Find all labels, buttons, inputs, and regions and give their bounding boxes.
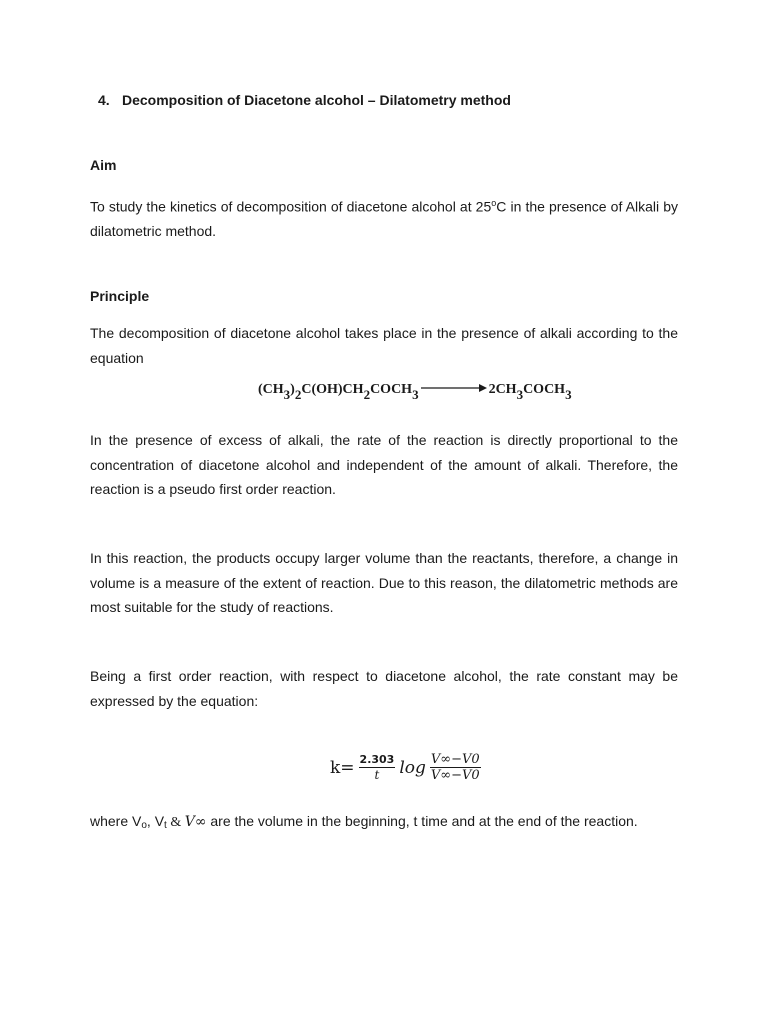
subscript: 3 — [283, 387, 291, 403]
reactant-part: ) — [290, 382, 295, 398]
product-part: COCH — [523, 382, 566, 398]
where-text: are the volume in the beginning, t time and at the end of the reaction. — [206, 813, 638, 829]
coefficient-denominator: t — [374, 768, 380, 782]
rate-constant-equation — [330, 752, 485, 783]
section-title: Decomposition of Diacetone alcohol – Dilatometry method — [122, 92, 511, 108]
degree-superscript: o — [491, 198, 497, 208]
aim-title: Aim — [90, 157, 117, 173]
aim-paragraph — [90, 191, 678, 244]
volume-numerator: V∞−V0 — [430, 752, 480, 767]
subscript: t — [164, 820, 167, 831]
subscript: 2 — [363, 387, 371, 403]
subscript: o — [141, 820, 147, 831]
volume-denominator: V∞−V0 — [430, 768, 480, 783]
product-part: 2CH — [488, 382, 517, 398]
principle-paragraph-1: The decomposition of diacetone alcohol takes place in the presence of alkali according to the equation — [90, 325, 678, 366]
v-infinity-symbol: V∞ — [184, 814, 207, 830]
volume-fraction — [430, 752, 481, 783]
reaction-arrow-icon — [421, 382, 487, 398]
principle-paragraph-3: In this reaction, the products occupy larger volume than the reactants, therefore, a change in volume is a measure of the extent of reaction. Due to this reason, the dilatometric methods are most suitable for the study of reactions. — [90, 550, 678, 615]
subscript: 2 — [294, 387, 302, 403]
log-operator: log — [399, 757, 426, 778]
section-heading — [98, 92, 511, 108]
where-line — [90, 813, 638, 831]
equation-lhs: k= — [330, 757, 355, 778]
subscript: 3 — [412, 387, 419, 403]
subscript: 3 — [516, 387, 524, 403]
reactant-part: C(OH)CH — [301, 382, 364, 398]
section-number: 4. — [98, 92, 110, 108]
principle-title: Principle — [90, 288, 150, 304]
reactant-part: COCH — [370, 382, 413, 398]
aim-text-part2: C in the presence of Alkali by dilatometric method. — [90, 198, 679, 240]
principle-paragraph-2: In the presence of excess of alkali, the rate of the reaction is directly proportional to the concentration of diacetone alcohol and independent of the amount of alkali. Therefore, the reaction is a pseudo first order reaction. — [90, 432, 678, 497]
aim-text-part1: To study the kinetics of decomposition of diacetone alcohol at 25 — [90, 198, 492, 215]
coefficient-numerator: 2.303 — [359, 753, 395, 766]
principle-paragraph-4: Being a first order reaction, with respect to diacetone alcohol, the rate constant may be expressed by the equation: — [90, 668, 678, 709]
reaction-equation — [258, 382, 572, 403]
subscript: 3 — [565, 387, 572, 403]
coefficient-fraction — [359, 752, 396, 783]
reactant-part: (CH — [258, 382, 284, 398]
where-text: & — [166, 815, 185, 830]
where-text: where V — [90, 813, 142, 829]
where-text: , V — [146, 813, 165, 829]
